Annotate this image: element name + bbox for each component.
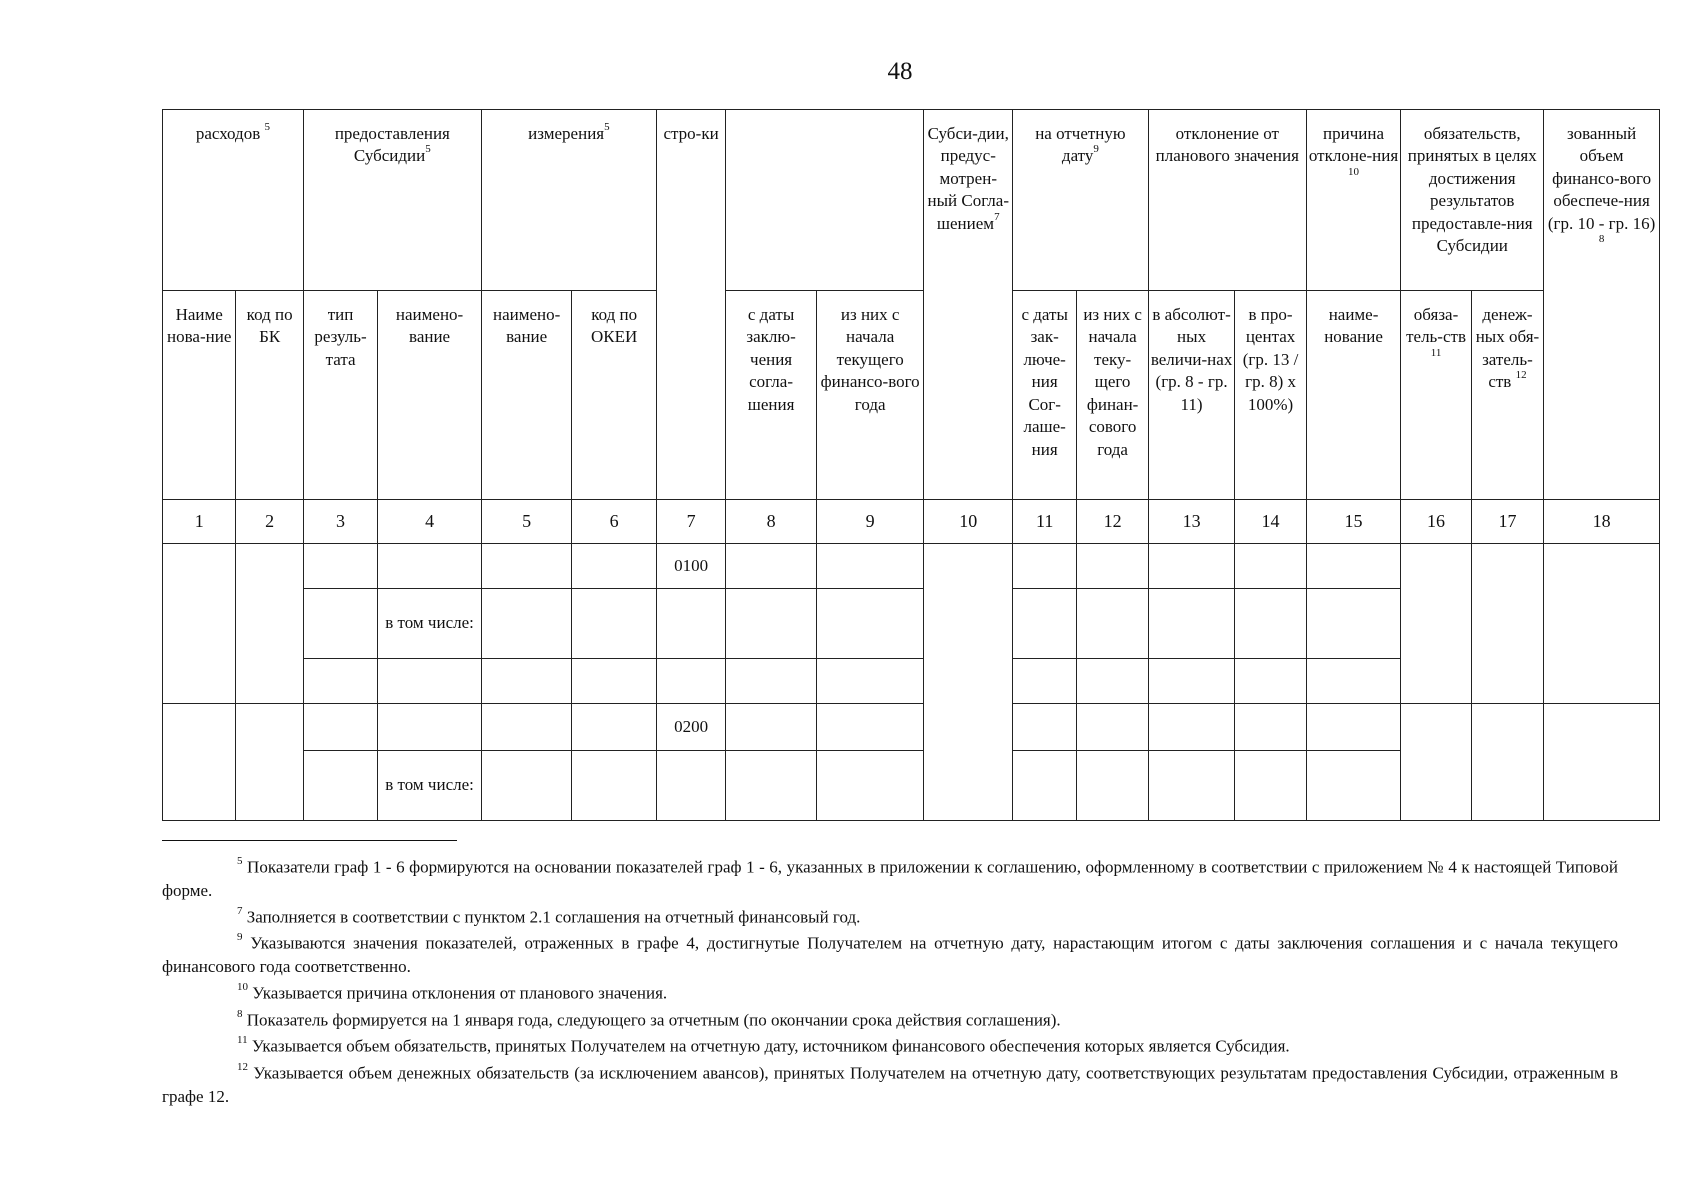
table-cell[interactable] (572, 589, 657, 659)
table-cell[interactable] (1013, 589, 1077, 659)
table-cell[interactable] (1401, 544, 1471, 704)
header-from-year-start: из них с начала текущего финансо-вого года (816, 291, 924, 500)
table-cell[interactable] (1235, 544, 1306, 589)
header-unit-name: наимено-вание (481, 291, 572, 500)
table-cell[interactable] (726, 544, 817, 589)
table-cell[interactable] (1235, 704, 1306, 751)
table-cell[interactable] (378, 659, 482, 704)
row-code: 0200 (656, 704, 725, 751)
table-cell[interactable] (163, 704, 236, 821)
table-cell[interactable] (1148, 704, 1235, 751)
table-cell[interactable] (1148, 751, 1235, 821)
column-number: 11 (1013, 500, 1077, 544)
column-number: 8 (726, 500, 817, 544)
column-number: 14 (1235, 500, 1306, 544)
table-cell[interactable] (1013, 751, 1077, 821)
table-cell[interactable] (572, 704, 657, 751)
header-plan-value (726, 110, 924, 291)
table-cell[interactable] (1077, 704, 1148, 751)
table-cell[interactable] (378, 704, 482, 751)
table-cell[interactable] (726, 751, 817, 821)
header-measurement: измерения$^5$ (481, 110, 656, 291)
table-cell[interactable] (1013, 704, 1077, 751)
table-cell[interactable] (1235, 659, 1306, 704)
table-cell[interactable] (1544, 704, 1660, 821)
header-provision: предоставления Субсидии$^5$ (303, 110, 481, 291)
footnote: $^{10}$ Указывается причина отклонения от планового значения. (237, 980, 668, 1003)
table-cell[interactable] (816, 589, 924, 659)
header-reason-name: наиме-нование (1306, 291, 1401, 500)
column-number: 4 (378, 500, 482, 544)
header-result-name: наимено-вание (378, 291, 482, 500)
header-unused-volume: зованный объем финансо-вого обеспече-ния (гр. 10 - гр. 16) $^8$ (1544, 110, 1660, 500)
including-label: в том числе: (378, 589, 482, 659)
header-okei-code: код по ОКЕИ (572, 291, 657, 500)
header-from-agreement-date: с даты заклю-чения согла-шения (726, 291, 817, 500)
header-result-type: тип резуль-тата (303, 291, 377, 500)
including-label: в том числе: (378, 751, 482, 821)
table-cell[interactable] (726, 704, 817, 751)
table-cell[interactable] (1306, 704, 1401, 751)
header-bk-code: код по БК (236, 291, 303, 500)
header-row-1 (163, 110, 1660, 291)
table-row (163, 704, 1660, 751)
column-numbers-row (163, 500, 1660, 544)
column-number: 2 (236, 500, 303, 544)
column-number: 13 (1148, 500, 1235, 544)
header-row-code: стро-ки (656, 110, 725, 500)
table-cell[interactable] (481, 704, 572, 751)
header-absolute-deviation: в абсолют-ных величи-нах (гр. 8 - гр. 11) (1148, 291, 1235, 500)
column-number: 12 (1077, 500, 1148, 544)
footnotes (162, 852, 1618, 1108)
table-row (163, 544, 1660, 589)
table-cell[interactable] (816, 704, 924, 751)
header-obligations: обязательств, принятых в целях достижения результатов предоставле-ния Субсидии (1401, 110, 1544, 291)
footnote: $^{12}$ Указывается объем денежных обязательств (за исключением авансов), принятых Получателем на отчетную дату, соответствующих результатам предоставления Субсидии, отраженным в графе 12. (162, 1060, 1619, 1106)
table-cell[interactable] (303, 544, 377, 589)
page-number: 48 (887, 58, 913, 85)
table-cell[interactable] (303, 659, 377, 704)
header-row-2 (163, 291, 1660, 500)
table-cell[interactable] (1013, 544, 1077, 589)
table-cell[interactable] (481, 589, 572, 659)
column-number: 10 (924, 500, 1013, 544)
table-cell[interactable] (1077, 659, 1148, 704)
table-cell[interactable] (726, 659, 817, 704)
table-cell[interactable] (1077, 751, 1148, 821)
table-cell[interactable] (816, 544, 924, 589)
footnote-separator (162, 840, 457, 841)
table-cell[interactable] (1235, 751, 1306, 821)
table-cell[interactable] (1306, 589, 1401, 659)
column-number: 17 (1471, 500, 1543, 544)
header-deviation: отклонение от планового значения (1148, 110, 1306, 291)
table-cell[interactable] (1544, 544, 1660, 704)
footnote: $^8$ Показатель формируется на 1 января года, следующего за отчетным (по окончании срока действия соглашения). (237, 1007, 1061, 1030)
header-deviation-reason: причина отклоне-ния $^{10}$ (1306, 110, 1401, 291)
table-cell[interactable] (656, 751, 725, 821)
footnote: $^5$ Показатели граф 1 - 6 формируются на основании показателей граф 1 - 6, указанных в приложении к соглашению, оформленному в соответствии с приложением № 4 к настоящей Типовой форме. (162, 855, 1619, 900)
table-cell[interactable] (1148, 589, 1235, 659)
table-cell[interactable] (816, 659, 924, 704)
footnote: $^{11}$ Указывается объем обязательств, принятых Получателем на отчетную дату, источником финансового обеспечения которых является Субсидия. (237, 1034, 1290, 1056)
table-cell[interactable] (1077, 544, 1148, 589)
table-cell[interactable] (303, 704, 377, 751)
table-cell[interactable] (572, 659, 657, 704)
header-actual-from-agreement: с даты зак-люче-ния Сог-лаше-ния (1013, 291, 1077, 500)
table-cell[interactable] (1235, 589, 1306, 659)
table-cell[interactable] (378, 544, 482, 589)
header-percent-deviation: в про-центах (гр. 13 / гр. 8) x 100%) (1235, 291, 1306, 500)
header-reporting-date: на отчетную дату$^9$ (1013, 110, 1149, 291)
table-cell[interactable] (236, 544, 303, 704)
table-cell[interactable] (572, 751, 657, 821)
table-cell[interactable] (924, 544, 1013, 821)
row-code: 0100 (656, 544, 725, 589)
footnote: $^7$ Заполняется в соответствии с пунктом 2.1 соглашения на отчетный финансовый год. (237, 904, 861, 927)
header-obligations-total: обяза-тель-ств $^{11}$ (1401, 291, 1471, 500)
table-cell[interactable] (1401, 704, 1471, 821)
table-cell[interactable] (303, 589, 377, 659)
header-subsidy-agreement: Субси-дии, предус-мотрен-ный Согла-шением$^7$ (924, 110, 1013, 500)
header-actual-from-year-start: из них с начала теку-щего финан-сового года (1077, 291, 1148, 500)
report-table (162, 109, 1660, 821)
footnote: $^9$ Указываются значения показателей, отраженных в графе 4, достигнутые Получателем на отчетную дату, нарастающим итогом с даты заключения соглашения и с начала текущего финансового года соответственно. (162, 931, 1618, 976)
table-cell[interactable] (303, 751, 377, 821)
table-cell[interactable] (481, 544, 572, 589)
column-number: 3 (303, 500, 377, 544)
column-number: 9 (816, 500, 924, 544)
column-number: 7 (656, 500, 725, 544)
table-cell[interactable] (481, 659, 572, 704)
column-number: 5 (481, 500, 572, 544)
column-number: 1 (163, 500, 236, 544)
table-cell[interactable] (236, 704, 303, 821)
table-cell[interactable] (816, 751, 924, 821)
table-cell[interactable] (726, 589, 817, 659)
table-cell[interactable] (1471, 544, 1543, 704)
table-cell[interactable] (1306, 544, 1401, 589)
table-cell[interactable] (481, 751, 572, 821)
header-name: Наиме нова-ние (163, 291, 236, 500)
table-cell[interactable] (656, 659, 725, 704)
header-monetary-obligations: денеж-ных обя-затель-ств $^{12}$ (1471, 291, 1543, 500)
column-number: 16 (1401, 500, 1471, 544)
table-cell[interactable] (1013, 659, 1077, 704)
table-cell[interactable] (572, 544, 657, 589)
table-cell[interactable] (1148, 659, 1235, 704)
table-cell[interactable] (1306, 659, 1401, 704)
table-cell[interactable] (1306, 751, 1401, 821)
column-number: 15 (1306, 500, 1401, 544)
table-cell[interactable] (1148, 544, 1235, 589)
column-number: 18 (1544, 500, 1660, 544)
table-cell[interactable] (1077, 589, 1148, 659)
table-cell[interactable] (163, 544, 236, 704)
column-number: 6 (572, 500, 657, 544)
table-cell[interactable] (1471, 704, 1543, 821)
table-cell[interactable] (656, 589, 725, 659)
header-expenses: расходов $^5$ (163, 110, 304, 291)
